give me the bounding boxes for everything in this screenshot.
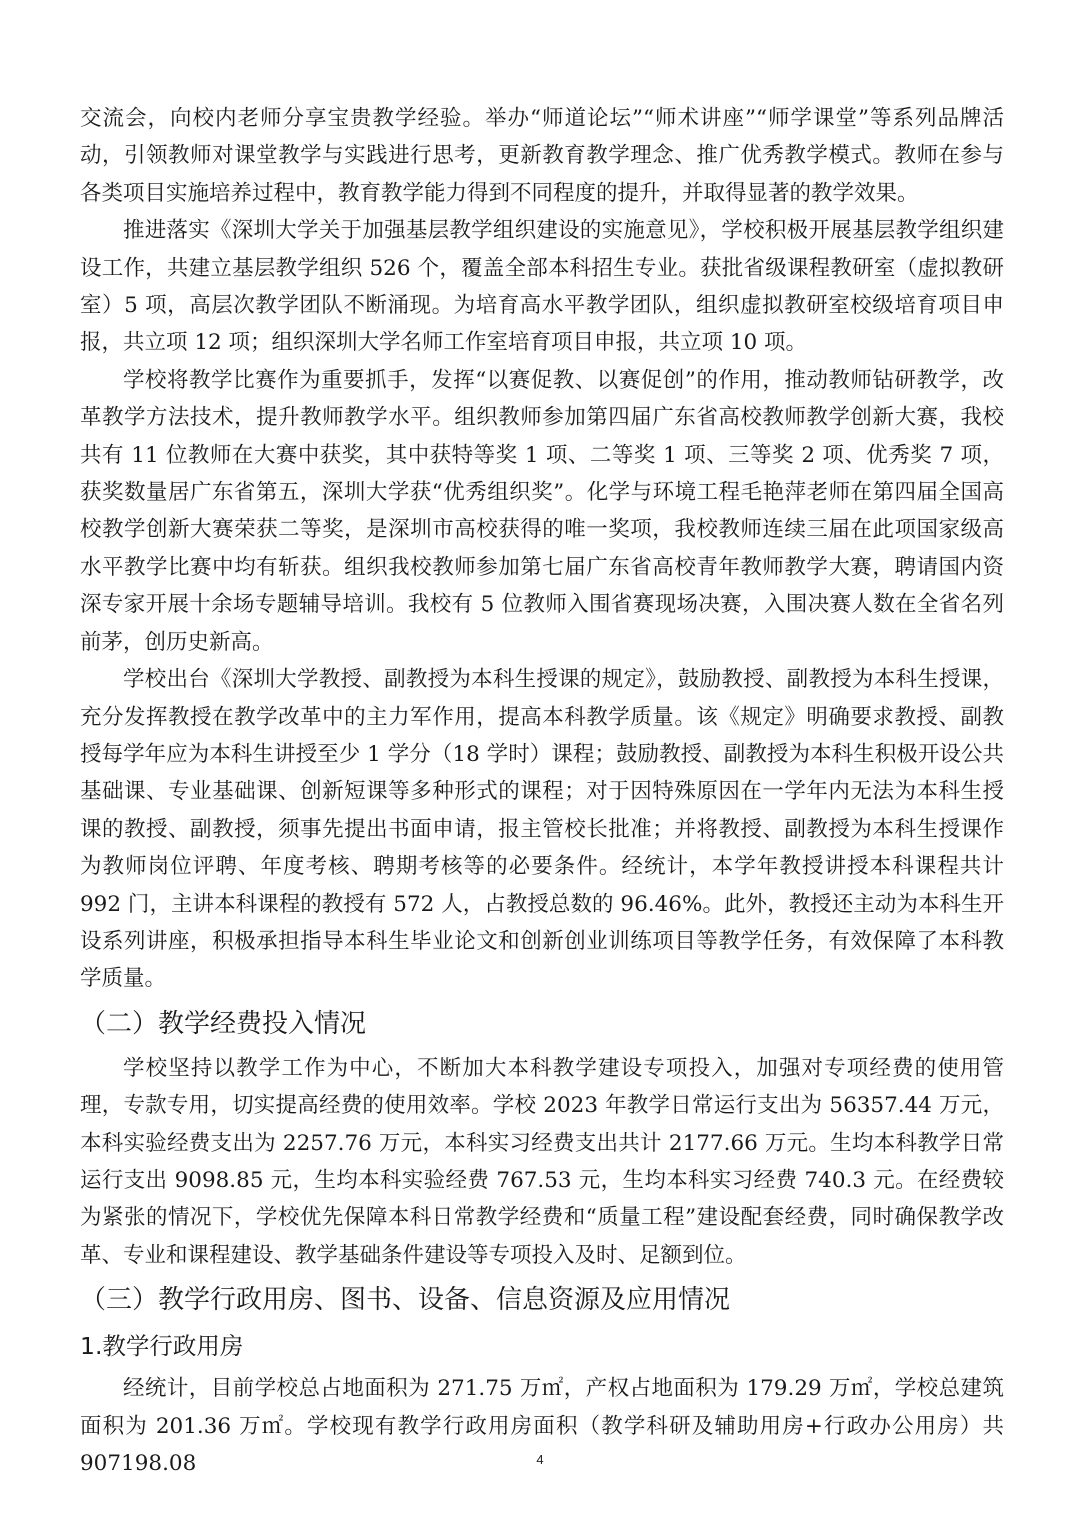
paragraph-teaching-competition: 学校将教学比赛作为重要抓手，发挥“以赛促教、以赛促创”的作用，推动教师钻研教学，改革教学方法技术，提升教师教学水平。组织教师参加第四届广东省高校教师教学创新大赛，我校共有 11 位教师在大赛中获奖，其中获特等奖 1 项、二等奖 1 项、三等奖 2 项、优秀奖 7 项，获奖数量居广东省第五，深圳大学获“优秀组织奖”。化学与环境工程毛艳萍老师在第四届全国高校教学创新大赛荣获二等奖，是深圳市高校获得的唯一奖项，我校教师连续三届在此项国家级高水平教学比赛中均有斩获。组织我校教师参加第七届广东省高校青年教师教学大赛，聘请国内资深专家开展十余场专题辅导培训。我校有 5 位教师入围省赛现场决赛，入围决赛人数在全省名列前茅，创历史新高。 xyxy=(80,367,1004,655)
section-heading-facilities: （三）教学行政用房、图书、设备、信息资源及应用情况 xyxy=(80,1285,731,1316)
document-page xyxy=(80,100,1004,1482)
paragraph-buildings: 经统计，目前学校总占地面积为 271.75 万㎡，产权占地面积为 179.29 万㎡，学校总建筑面积为 201.36 万㎡。学校现有教学行政用房面积（教学科研及辅助用房+行政办公用房）共 907198.08 xyxy=(80,1376,1004,1476)
subsection-heading-buildings: 1.教学行政用房 xyxy=(80,1332,244,1361)
page-number: 4 xyxy=(536,1452,544,1467)
paragraph-professor-teaching: 学校出台《深圳大学教授、副教授为本科生授课的规定》，鼓励教授、副教授为本科生授课，充分发挥教授在教学改革中的主力军作用，提高本科教学质量。该《规定》明确要求教授、副教授每学年应为本科生讲授至少 1 学分（18 学时）课程；鼓励教授、副教授为本科生积极开设公共基础课、专业基础课、创新短课等多种形式的课程；对于因特殊原因在一学年内无法为本科生授课的教授、副教授，须事先提出书面申请，报主管校长批准；并将教授、副教授为本科生授课作为教师岗位评聘、年度考核、聘期考核等的必要条件。经统计，本学年教授讲授本科课程共计 992 门，主讲本科课程的教授有 572 人，占教授总数的 96.46%。此外，教授还主动为本科生开设系列讲座，积极承担指导本科生毕业论文和创新创业训练项目等教学任务，有效保障了本科教学质量。 xyxy=(80,667,1004,992)
paragraph-teacher-development: 交流会，向校内老师分享宝贵教学经验。举办“师道论坛”“师术讲座”“师学课堂”等系列品牌活动，引领教师对课堂教学与实践进行思考，更新教育教学理念、推广优秀教学模式。教师在参与各类项目实施培养过程中，教育教学能力得到不同程度的提升，并取得显著的教学效果。 xyxy=(80,106,1004,206)
section-heading-funding: （二）教学经费投入情况 xyxy=(80,1008,367,1039)
paragraph-funding: 学校坚持以教学工作为中心，不断加大本科教学建设专项投入，加强对专项经费的使用管理，专款专用，切实提高经费的使用效率。学校 2023 年教学日常运行支出为 56357.44 万元，本科实验经费支出为 2257.76 万元，本科实习经费支出共计 2177.66 万元。生均本科教学日常运行支出 9098.85 元，生均本科实验经费 767.53 元，生均本科实习经费 740.3 元。在经费较为紧张的情况下，学校优先保障本科日常教学经费和“质量工程”建设配套经费，同时确保教学改革、专业和课程建设、教学基础条件建设等专项投入及时、足额到位。 xyxy=(80,1055,1004,1268)
paragraph-teaching-organization: 推进落实《深圳大学关于加强基层教学组织建设的实施意见》，学校积极开展基层教学组织建设工作，共建立基层教学组织 526 个，覆盖全部本科招生专业。获批省级课程教研室（虚拟教研室）5 项，高层次教学团队不断涌现。为培育高水平教学团队，组织虚拟教研室校级培育项目申报，共立项 12 项；组织深圳大学名师工作室培育项目申报，共立项 10 项。 xyxy=(80,218,1004,356)
